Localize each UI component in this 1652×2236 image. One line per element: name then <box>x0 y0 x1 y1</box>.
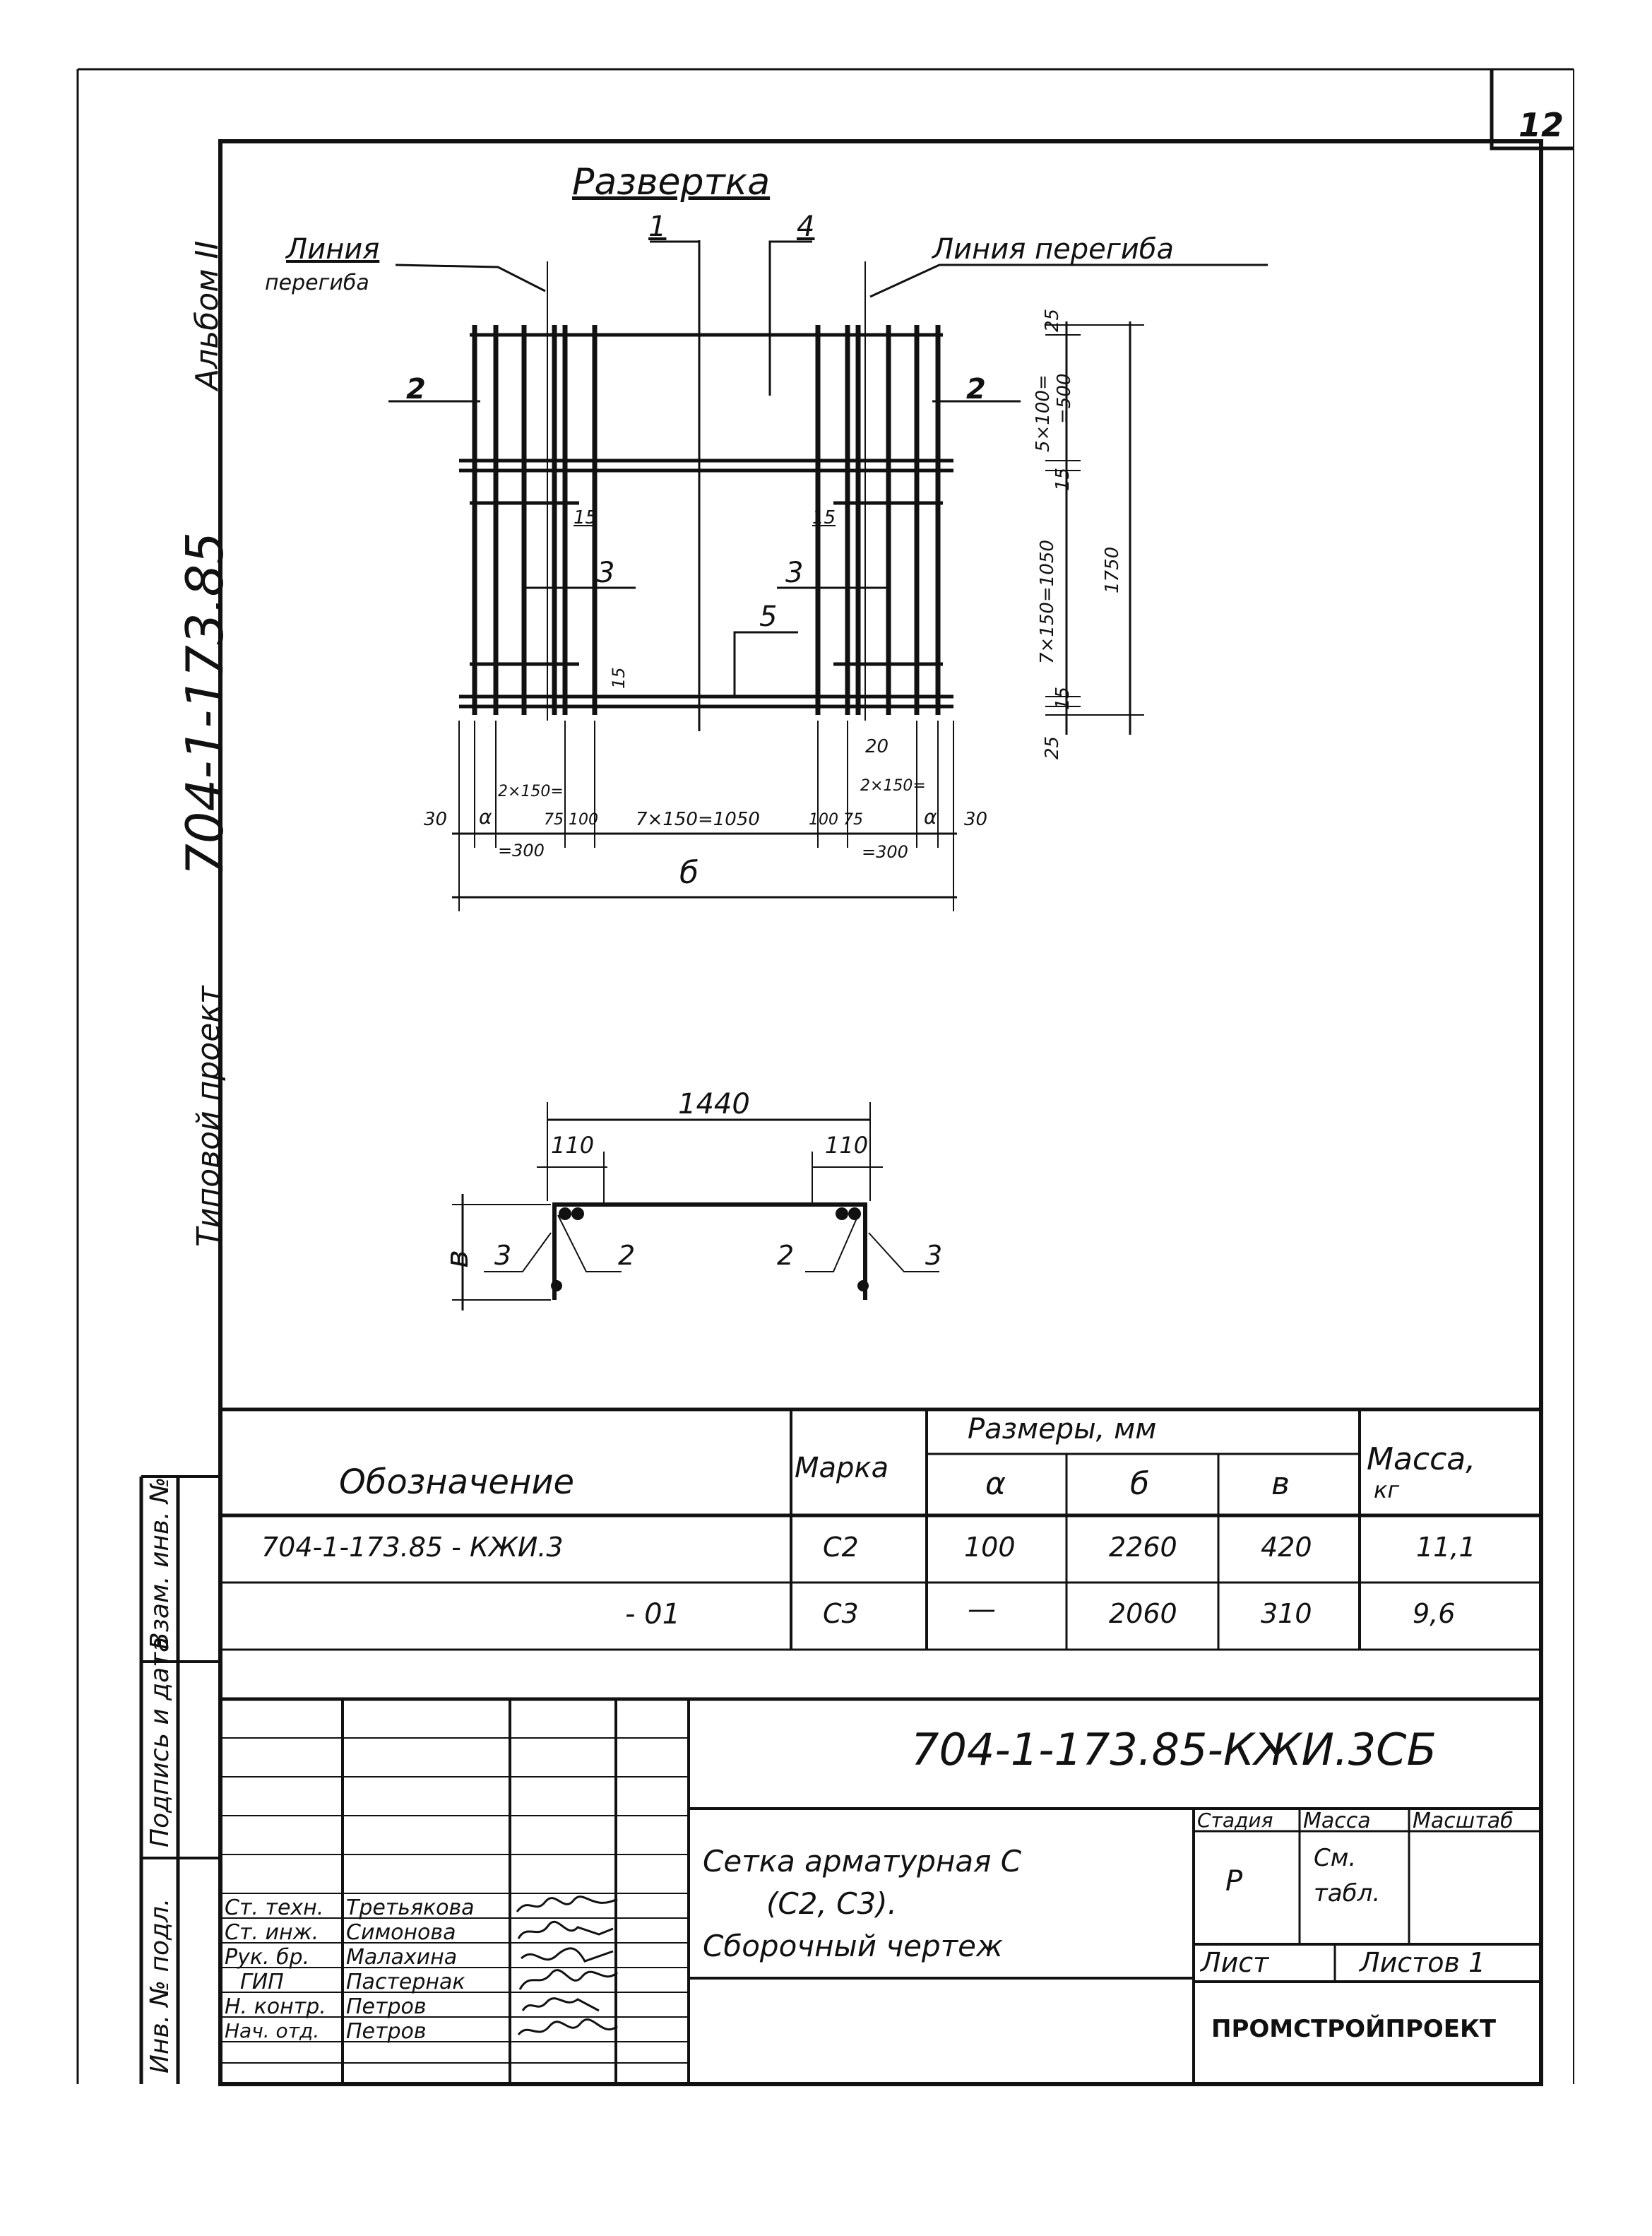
dim-75-100-left: 75 100 <box>544 811 598 829</box>
bend-line-right-label: Линия перегиба <box>932 233 1174 266</box>
row2-a: — <box>968 1593 996 1626</box>
dim-15-e: 15 <box>609 667 629 689</box>
dim-300-left: =300 <box>498 841 545 860</box>
dim-a-left: α <box>479 805 492 829</box>
doc-code: 704-1-173.85-КЖИ.3СБ <box>911 1724 1437 1775</box>
position-2-left-label: 2 <box>406 373 426 406</box>
dim-7x150-horizontal: 7×150=1050 <box>636 809 760 830</box>
person-name: Петров <box>346 1994 427 2019</box>
row2-mark: С3 <box>823 1598 859 1629</box>
mass-value-1: См. <box>1314 1844 1357 1872</box>
row1-v: 420 <box>1261 1532 1312 1563</box>
dim-30-right: 30 <box>964 809 988 830</box>
row1-mass: 11,1 <box>1416 1532 1476 1563</box>
dim-15-d: 15 <box>812 507 836 528</box>
person-name: Петров <box>346 2019 427 2044</box>
row2-v: 310 <box>1261 1598 1312 1629</box>
project-type-label: Типовой проект <box>191 986 227 1247</box>
drawing-name-line2: (С2, С3). <box>766 1886 897 1921</box>
section-pos-2-right: 2 <box>777 1240 795 1271</box>
person-role: Н. контр. <box>225 1994 326 2019</box>
bend-line-left-label-2: перегиба <box>265 271 369 295</box>
development-title: Развертка <box>572 161 771 203</box>
table-header-sizes: Размеры, мм <box>968 1413 1157 1445</box>
person-name: Симонова <box>346 1920 456 1945</box>
person-role: Нач. отд. <box>225 2019 320 2042</box>
dim-15-a: 15 <box>1052 467 1074 491</box>
mass-label: Масса <box>1303 1809 1371 1833</box>
person-name: Малахина <box>346 1945 458 1970</box>
position-5-label: 5 <box>759 601 778 633</box>
dim-25-bottom: 25 <box>1042 735 1063 759</box>
mass-value-2: табл. <box>1314 1879 1381 1907</box>
dim-5x100: 5×100= <box>1033 374 1054 452</box>
position-1-label: 1 <box>648 211 667 243</box>
row1-b: 2260 <box>1109 1532 1177 1563</box>
dim-15-c: 15 <box>574 507 598 528</box>
position-2-right-label: 2 <box>966 373 986 406</box>
position-4-label: 4 <box>797 211 815 243</box>
section-dim-1440: 1440 <box>678 1088 750 1120</box>
bend-line-left-label: Линия <box>286 233 380 266</box>
section-pos-3-left: 3 <box>494 1240 512 1271</box>
section-pos-3-right: 3 <box>925 1240 943 1271</box>
stamp-vzam-inv: Взам. инв. № <box>145 1477 174 1650</box>
dim-7x150-vertical: 7×150=1050 <box>1037 540 1058 664</box>
stage-value: Р <box>1225 1865 1243 1898</box>
person-name: Третьякова <box>346 1895 475 1920</box>
section-dim-110-right: 110 <box>825 1132 869 1159</box>
dim-500: =500 <box>1054 373 1075 424</box>
row1-designation: 704-1-173.85 - КЖИ.3 <box>261 1532 564 1563</box>
dim-100-75-right: 100 75 <box>809 811 863 829</box>
row2-mass: 9,6 <box>1413 1598 1456 1629</box>
table-header-designation: Обозначение <box>339 1462 575 1502</box>
signature <box>514 2018 620 2042</box>
person-role: ГИП <box>240 1970 284 1994</box>
section-dim-110-left: 110 <box>551 1132 595 1159</box>
scale-label: Масштаб <box>1413 1809 1514 1833</box>
dim-20: 20 <box>865 736 889 757</box>
person-role: Ст. техн. <box>225 1895 324 1920</box>
row2-designation: - 01 <box>625 1598 681 1631</box>
project-code-vertical: 704-1-173.85 <box>175 531 234 876</box>
dim-2x150-right: 2×150= <box>860 777 926 795</box>
row1-mark: С2 <box>823 1532 859 1563</box>
stamp-podpis-data: Подпись и дата <box>145 1636 174 1847</box>
signature <box>514 1919 620 1943</box>
table-header-b: б <box>1130 1466 1150 1502</box>
signature <box>514 1944 620 1968</box>
stamp-inv-podl: Инв. № подл. <box>145 1898 174 2074</box>
sheet-label: Лист <box>1201 1947 1269 1978</box>
organization-name: ПРОМСТРОЙПРОЕКТ <box>1211 2015 1497 2043</box>
album-label: Альбом II <box>189 240 225 390</box>
dim-a-right: α <box>924 805 937 829</box>
dim-25-top: 25 <box>1042 308 1063 332</box>
dim-2x150-left: 2×150= <box>498 783 564 800</box>
stage-label: Стадия <box>1197 1809 1273 1832</box>
row2-b: 2060 <box>1109 1598 1177 1629</box>
dim-b-label: б <box>679 855 699 891</box>
person-role: Рук. бр. <box>225 1945 310 1970</box>
section-pos-2-left: 2 <box>618 1240 636 1271</box>
dim-15-b: 15 <box>1052 686 1074 710</box>
table-header-mark: Марка <box>795 1452 889 1484</box>
dim-30-left: 30 <box>424 809 448 830</box>
position-3-right-label: 3 <box>785 557 804 589</box>
row1-a: 100 <box>964 1532 1016 1563</box>
signature <box>514 1968 620 1992</box>
sheet-number: 12 <box>1519 106 1564 144</box>
signature <box>514 1893 620 1917</box>
person-name: Пастернак <box>346 1970 465 1994</box>
drawing-name-line1: Сетка арматурная С <box>703 1844 1022 1879</box>
signature <box>514 1992 620 2016</box>
table-header-a: α <box>985 1466 1006 1502</box>
section-dim-v: в <box>439 1250 475 1268</box>
dim-300-right: =300 <box>862 842 908 862</box>
dim-1750: 1750 <box>1102 546 1123 593</box>
person-role: Ст. инж. <box>225 1920 319 1945</box>
drawing-name-line3: Сборочный чертеж <box>703 1929 1003 1963</box>
position-3-left-label: 3 <box>597 557 615 589</box>
sheets-label: Листов 1 <box>1360 1947 1486 1978</box>
table-header-mass-unit: кг <box>1374 1477 1400 1503</box>
table-header-mass: Масса, <box>1367 1441 1476 1477</box>
table-header-v: в <box>1271 1466 1290 1502</box>
